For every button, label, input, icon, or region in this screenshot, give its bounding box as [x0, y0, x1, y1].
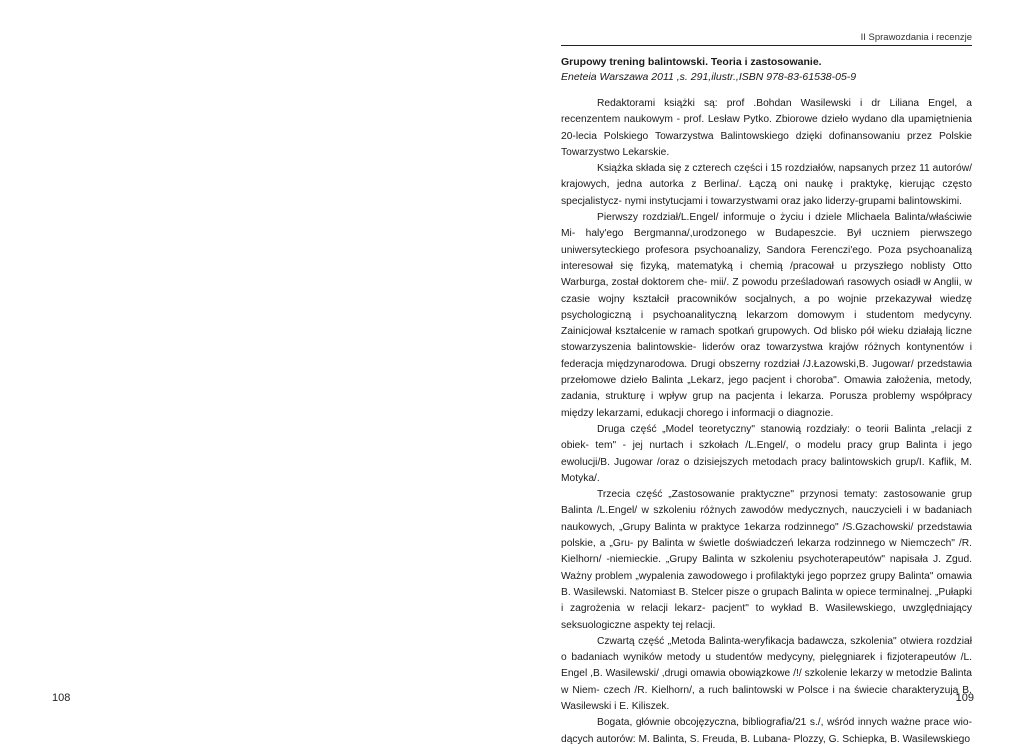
paragraph: Książka składa się z czterech części i 15 rozdziałów, napsanych przez 11 autorów/ krajowych, jedna autorka z Berlina/. Łączą oni naukę i praktykę, kierując często specjalistycz- nymi instytucjami i towarzystwami oraz jako liderzy-grupami balintowskimi. — [561, 163, 972, 207]
paragraph: Bogata, głównie obcojęzyczna, bibliografia/21 s./, wśród innych ważne prace wio- dących autorów: M. Balinta, S. Freuda, B. Lubana- Plozzy, G. Schiepka, B. Wasilewskiego — [561, 717, 972, 745]
book-title: Grupowy trening balintowski. Teoria i zastosowanie. — [561, 56, 822, 68]
left-page — [0, 0, 512, 724]
page-number-right: 109 — [955, 692, 974, 704]
right-page — [512, 0, 1024, 745]
paragraph: Druga część „Model teoretyczny" stanowią rozdziały: o teorii Balinta „relacji z obiek- tem" - jej nurtach i szkołach /L.Engel/, o modelu pracy grup Balinta i jego ewolucji/B. Jugowar /oraz o dzisiejszych metodach pracy balintowskich grup/I. Kaflik, M. Motyka/. — [561, 423, 972, 484]
review-body — [561, 96, 972, 748]
header-rule — [561, 45, 972, 46]
paragraph: Pierwszy rozdział/L.Engel/ informuje o życiu i dziele Mlichaela Balinta/właściwie Mi- haly'ego Bergmanna/,urodzonego w Budapeszcie. Był uczniem pierwszego uniwersyteckiego profesora psychoanalizy, Sandora Ferenczi'ego. Poza psychoanalizą interesował się fizyką, matematyką i chemią /pracował u przyszłego noblisty Otto Warburga, został doktorem che- mii/. Z powodu prześladowań rasowych osiadł w Anglii, w czasie wojny kształcił pracowników socjalnych, a po wojnie przekazywał wiedzę psychologiczną i psychoanalityczną lekarzom domowym i studentom medycyny. Zainicjował kształcenie w ramach spotkań grupowych. Od blisko pół wieku działają liczne stowarzyszenia balintowskie- liderów oraz towarzystwa krajów różnych kontynentów i federacja międzynarodowa. Drugi obszerny rozdział /J.Łazowski,B. Jugowar/ przedstawia przełomowe dzieło Balinta „Lekarz, jego pacjent i choroba". Omawia założenia, metody, zadania, strukturę i wpływ grup na pacjenta i lekarza. Porusza problemy współpracy między lekarzami, edukacji chorego i informacji o diagnozie. — [561, 212, 972, 419]
book-publication-info: Eneteia Warszawa 2011 ,s. 291,ilustr.,ISBN 978-83-61538-05-9 — [561, 71, 857, 83]
paragraph: Trzecia część „Zastosowanie praktyczne" przynosi tematy: zastosowanie grup Balinta /L.Engel/ w szkoleniu różnych zawodów medycznych, nauczycieli i w badaniach naukowych, „Grupy Balinta w praktyce 1ekarza rodzinnego" /S.Gzachowski/ przedstawia polskie, a „Gru- py Balinta w świetle doświadczeń lekarza rodzinnego w Niemczech" /R. Kielhorn/ -niemieckie. „Grupy Balinta w szkoleniu psychoterapeutów" napisała J. Zgud. Ważny problem „wypalenia zawodowego i profilaktyki jego poprzez grupy Balinta" omawia B. Wasilewski. Natomiast B. Stelcer pisze o grupach Balinta w opiece terminalnej. „Pułapki i zagrożenia w relacji lekarz- pacjent" to wykład B. Wasilewskiego, uwzględniający seksuologiczne aspekty tej relacji. — [561, 489, 972, 631]
page-number-left: 108 — [52, 692, 71, 704]
running-head: II Sprawozdania i recenzje — [860, 32, 972, 43]
paragraph: Redaktorami książki są: prof .Bohdan Wasilewski i dr Liliana Engel, a recenzentem naukowym - prof. Lesław Pytko. Zbiorowe dzieło wydano dla upamiętnienia 20-lecia Polskiego Towarzystwa Balintowskiego dzięki dofinansowaniu przez Polskie Towarzystwo Lekarskie. — [561, 98, 972, 158]
paragraph: Czwartą część „Metoda Balinta-weryfikacja badawcza, szkolenia" otwiera rozdział o badaniach wyników metody u studentów medycyny, pielęgniarek i fizjoterapeutów /L. Engel ,B. Wasilewski/ ,drugi omawia obowiązkowe /!/ szkolenie lekarzy w metodzie Balinta w Niem- czech /R. Kielhorn/, a ruch balintowski w Polsce i na świecie charakteryzują B. Wasilewski i E. Kiliszek. — [561, 635, 972, 712]
